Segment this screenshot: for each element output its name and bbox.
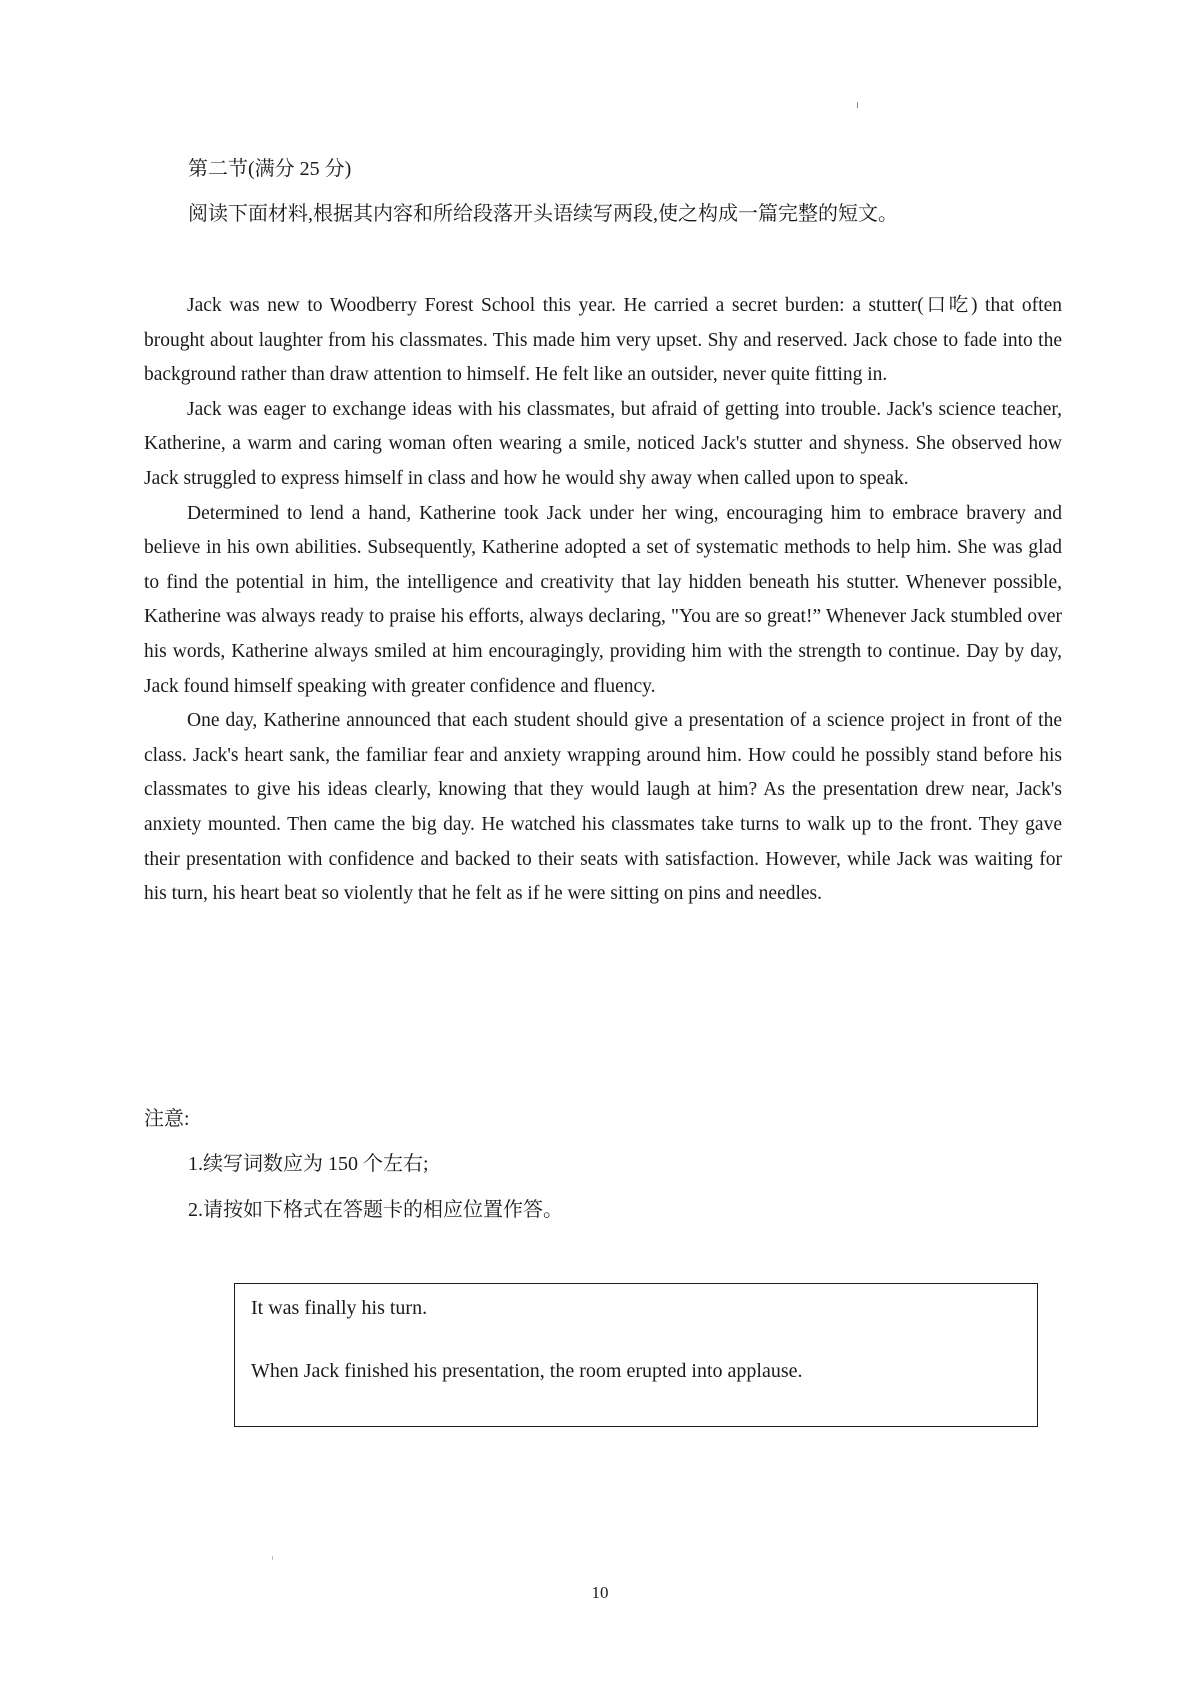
passage-paragraph-4: One day, Katherine announced that each student should give a presentation of a science project in front of the class. Jack's heart sank, the familiar fear and anxiety wrapping around him. How could he possibly stand before his classmates to give his ideas clearly, knowing that they would laugh at him? As the presentation drew near, Jack's anxiety mounted. Then came the big day. He watched his classmates take turns to walk up to the front. They gave their presentation with confidence and backed to their seats with satisfaction. However, while Jack was waiting for his turn, his heart beat so violently that he felt as if he were sitting on pins and needles. bbox=[144, 710, 1062, 905]
paragraph-opener-2: When Jack finished his presentation, the room erupted into applause. bbox=[251, 1360, 803, 1382]
scan-speck bbox=[272, 1556, 273, 1560]
task-instruction: 阅读下面材料,根据其内容和所给段落开头语续写两段,使之构成一篇完整的短文。 bbox=[188, 203, 898, 225]
section-title: 第二节(满分 25 分) bbox=[188, 158, 352, 180]
reading-passage bbox=[144, 289, 1062, 912]
passage-paragraph-3: Determined to lend a hand, Katherine took Jack under her wing, encouraging him to embrace bravery and believe in his own abilities. Subsequently, Katherine adopted a set of systematic methods to help him. She was glad to find the potential in him, the intelligence and creativity that lay hidden beneath his stutter. Whenever possible, Katherine was always ready to praise his efforts, always declaring, "You are so great!” Whenever Jack stumbled over his words, Katherine always smiled at him encouragingly, providing him with the strength to continue. Day by day, Jack found himself speaking with greater confidence and fluency. bbox=[144, 502, 1062, 697]
passage-paragraph-2: Jack was eager to exchange ideas with his classmates, but afraid of getting into trouble. Jack's science teacher, Katherine, a warm and caring woman often wearing a smile, noticed Jack's stutter and shyness. She observed how Jack struggled to express himself in class and how he would shy away when called upon to speak. bbox=[144, 398, 1062, 489]
paragraph-opener-1: It was finally his turn. bbox=[251, 1297, 428, 1319]
passage-paragraph-1: Jack was new to Woodberry Forest School this year. He carried a secret burden: a stutter(口吃) that often brought about laughter from his classmates. This made him very upset. Shy and reserved. Jack chose to fade into the background rather than draw attention to himself. He felt like an outsider, never quite fitting in. bbox=[144, 295, 1062, 386]
note-item-answer-format: 2.请按如下格式在答题卡的相应位置作答。 bbox=[188, 1199, 563, 1221]
page-number: 10 bbox=[591, 1583, 609, 1602]
answer-format-box bbox=[234, 1283, 1038, 1427]
notes-title: 注意: bbox=[144, 1108, 190, 1130]
note-item-word-count: 1.续写词数应为 150 个左右; bbox=[188, 1153, 429, 1175]
scan-speck bbox=[857, 102, 858, 108]
